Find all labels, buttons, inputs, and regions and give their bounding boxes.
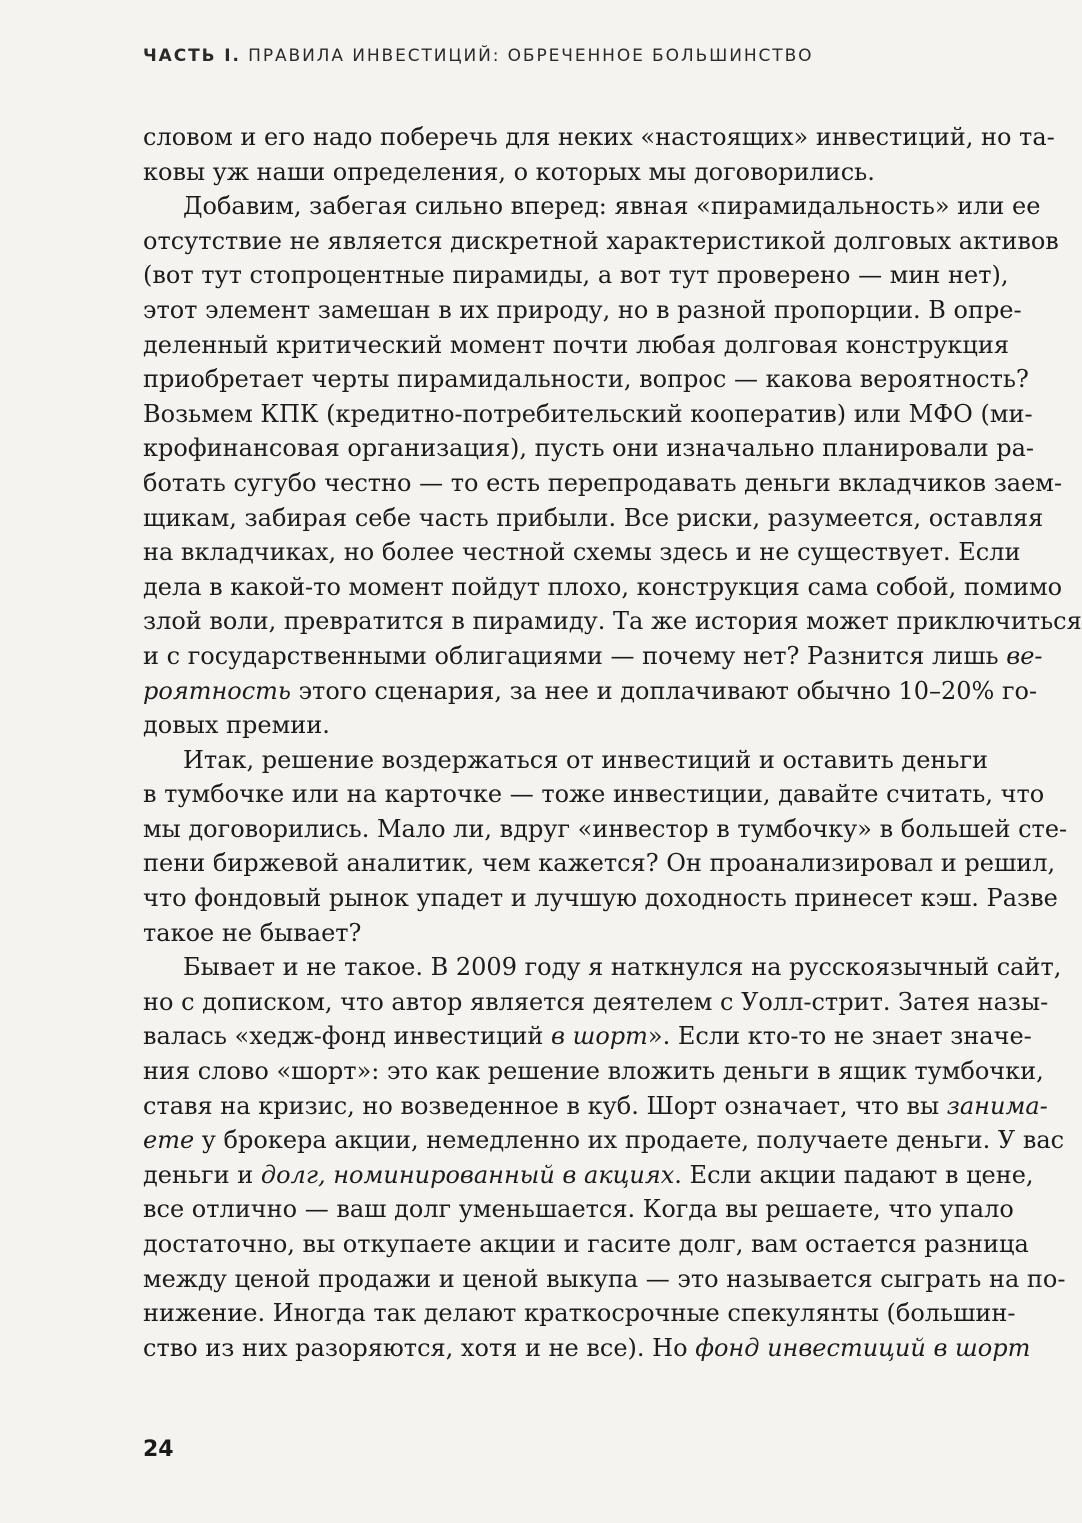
line-text: валась «хедж-фонд инвестиций [143, 1022, 552, 1051]
header-part: ЧАСТЬ I. [143, 46, 241, 66]
line-text: щикам, забирая себе часть прибыли. Все риски, разумеется, оставляя [143, 503, 1044, 532]
line-text: Добавим, забегая сильно вперед: явная «пирамидальность» или ее [183, 192, 1041, 221]
line-text: крофинансовая организация), пусть они изначально планировали ра- [143, 434, 1035, 463]
line-text: на вкладчиках, но более честной схемы здесь и не существует. Если [143, 538, 1021, 567]
text-line [143, 397, 1033, 432]
line-text: у брокера акции, немедленно их продаете, получаете деньги. У вас [194, 1126, 1065, 1155]
text-line [143, 604, 1082, 639]
text-line [143, 1331, 1031, 1366]
line-text: Возьмем КПК (кредитно-потребительский кооператив) или МФО (ми- [143, 399, 1033, 428]
line-text: отсутствие не является дискретной характеристикой долговых активов [143, 226, 1059, 255]
line-text: словом и его надо поберечь для неких «настоящих» инвестиций, но та- [143, 123, 1055, 151]
line-text: достаточно, вы откупаете акции и гасите долг, вам остается разница [143, 1230, 1029, 1258]
line-text: ния слово «шорт»: это как решение вложить деньги в ящик тумбочки, [143, 1057, 1044, 1086]
line-text: . Если акции падают в цене, [674, 1160, 1034, 1189]
line-text: (вот тут стопроцентные пирамиды, а вот тут проверено — мин нет), [143, 261, 1009, 290]
line-text: нижение. Иногда так делают краткосрочные спекулянты (большин- [143, 1299, 1016, 1328]
line-text: но с дописком, что автор является деятелем с Уолл-стрит. Затея назы- [143, 987, 1049, 1016]
text-line [143, 501, 1044, 536]
text-line [143, 812, 1068, 847]
text-line [143, 674, 1038, 709]
line-text: ство из них разоряются, хотя и не все). Но [143, 1333, 696, 1362]
page-number: 24 [143, 1437, 174, 1462]
text-line [143, 466, 1063, 501]
text-line [143, 570, 1063, 605]
text-line [143, 189, 1041, 224]
line-text: в тумбочке или на карточке — тоже инвестиции, давайте считать, что [143, 780, 1045, 809]
line-text: пени биржевой аналитик, чем кажется? Он проанализировал и решил, [143, 849, 1056, 878]
line-text: деленный критический момент почти любая долговая конструкция [143, 330, 1009, 359]
text-line [143, 777, 1045, 812]
text-line [143, 1262, 1066, 1297]
text-line [143, 1192, 1014, 1227]
text-line [143, 846, 1056, 881]
line-text: ботать сугубо честно — то есть перепродавать деньги вкладчиков заем- [143, 468, 1063, 497]
italic-text: ете [143, 1126, 195, 1155]
text-line [143, 1123, 1065, 1158]
line-text: что фондовый рынок упадет и лучшую доходность принесет кэш. Разве [143, 884, 1058, 913]
italic-text: роятность [143, 676, 291, 705]
text-line [143, 708, 966, 743]
text-line [143, 293, 1022, 328]
text-line [143, 1158, 1034, 1193]
line-text: все отлично — ваш долг уменьшается. Когда вы решаете, что упало [143, 1195, 1014, 1224]
line-text: дела в какой-то момент пойдут плохо, конструкция сама собой, помимо [143, 572, 1063, 601]
line-text: между ценой продажи и ценой выкупа — это называется сыграть на по- [143, 1264, 1066, 1293]
line-text: Итак, решение воздержаться от инвестиций и оставить деньги [183, 745, 989, 774]
line-text: ». Если кто-то не знает значе- [647, 1022, 1032, 1051]
line-text: деньги и [143, 1160, 261, 1189]
text-line [143, 155, 966, 190]
text-line [143, 120, 1055, 155]
text-line [143, 1296, 1016, 1331]
line-text: злой воли, превратится в пирамиду. Та же история может приключиться [143, 607, 1082, 636]
header-title: ПРАВИЛА ИНВЕСТИЦИЙ: ОБРЕЧЕННОЕ БОЛЬШИНСТВО [248, 46, 814, 66]
line-text: ставя на кризис, но возведенное в куб. Шорт означает, что вы [143, 1091, 947, 1120]
italic-text: ве- [1006, 641, 1043, 670]
body-text [143, 120, 1082, 1365]
italic-text: в шорт [551, 1022, 648, 1051]
text-line [143, 916, 966, 951]
text-line [143, 1054, 1044, 1089]
line-text: довых премии. [143, 711, 330, 740]
text-line [143, 950, 1062, 985]
line-text: ковы уж наши определения, о которых мы договорились. [143, 157, 875, 186]
line-text: и с государственными облигациями — почему нет? Разнится лишь [143, 641, 1007, 670]
italic-text: долг, номинированный в акциях [260, 1160, 675, 1189]
text-line [143, 258, 1009, 293]
italic-text: фонд инвестиций в шорт [695, 1333, 1031, 1362]
text-line [143, 431, 1035, 466]
text-line [143, 535, 1021, 570]
line-text: приобретает черты пирамидальности, вопрос — какова вероятность? [143, 365, 1029, 394]
text-line [143, 1089, 1048, 1124]
line-text: такое не бывает? [143, 918, 362, 947]
text-line [143, 1019, 1032, 1054]
line-text: этот элемент замешан в их природу, но в разной пропорции. В опре- [143, 295, 1022, 324]
text-line [143, 224, 1059, 259]
text-line [143, 985, 1049, 1020]
line-text: этого сценария, за нее и доплачивают обычно 10–20% го- [290, 676, 1038, 705]
text-line [143, 362, 1029, 397]
text-line [143, 639, 1043, 674]
text-line [143, 1227, 1029, 1262]
running-header [143, 46, 813, 66]
text-line [143, 881, 1058, 916]
italic-text: занима- [946, 1091, 1048, 1120]
line-text: Бывает и не такое. В 2009 году я наткнулся на русскоязычный сайт, [183, 953, 1062, 982]
text-line [143, 328, 1009, 363]
line-text: мы договорились. Мало ли, вдруг «инвестор в тумбочку» в большей сте- [143, 814, 1068, 843]
text-line [143, 743, 989, 778]
